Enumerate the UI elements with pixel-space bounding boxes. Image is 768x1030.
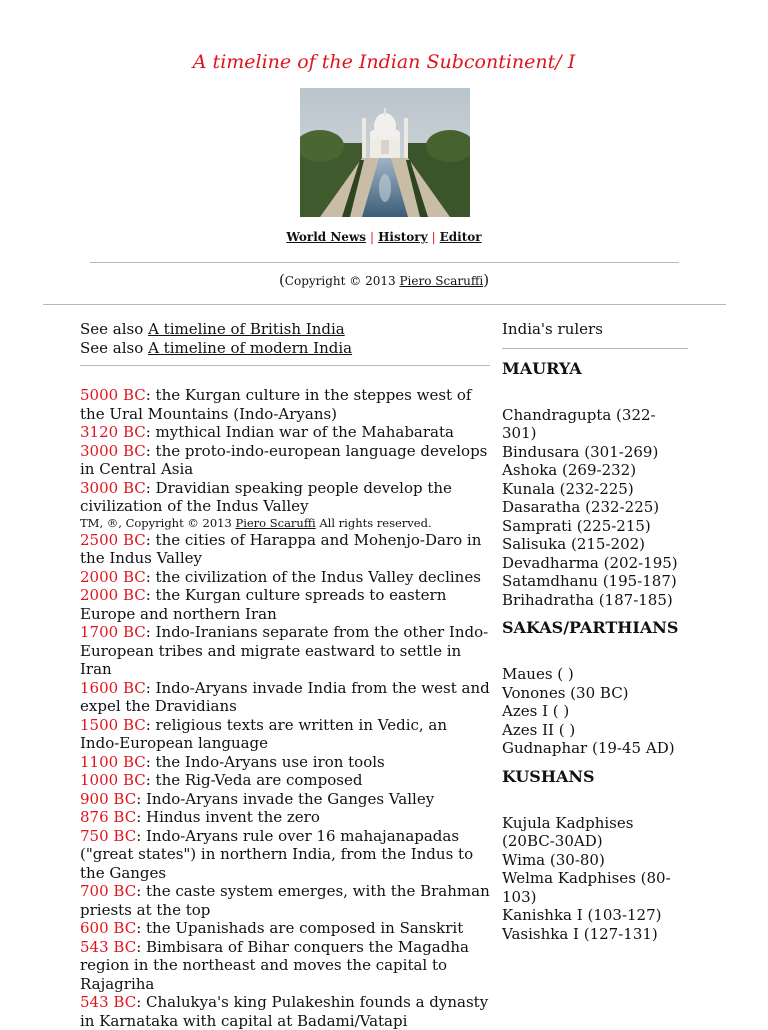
event-text: : the Kurgan culture in the steppes west of the Ural Mountains (Indo-Aryans) — [80, 386, 471, 423]
event-year: 3120 BC — [80, 423, 146, 441]
event-text: : mythical Indian war of the Mahabarata — [146, 423, 454, 441]
event-text: : Dravidian speaking people develop the civilization of the Indus Valley — [80, 479, 452, 516]
timeline-event — [80, 938, 490, 994]
event-year: 600 BC — [80, 919, 136, 937]
timeline-event — [80, 442, 490, 479]
event-year: 5000 BC — [80, 386, 146, 404]
timeline-events — [80, 386, 490, 516]
event-year: 1100 BC — [80, 753, 146, 771]
event-text: : Indo-Aryans rule over 16 mahajanapadas ("great states") in northern India, from the Indus to the Ganges — [80, 827, 473, 882]
event-text: : the caste system emerges, with the Brahman priests at the top — [80, 882, 490, 919]
event-year: 1700 BC — [80, 623, 146, 641]
event-text: : the civilization of the Indus Valley declines — [146, 568, 481, 586]
dynasty-heading: KUSHANS — [502, 767, 690, 787]
nav-editor-link[interactable]: Editor — [440, 230, 482, 244]
event-year: 543 BC — [80, 993, 136, 1011]
divider — [90, 262, 679, 263]
event-year: 3000 BC — [80, 479, 146, 497]
timeline-event — [80, 827, 490, 883]
event-year: 900 BC — [80, 790, 136, 808]
timeline-column — [80, 320, 490, 1030]
copyright-author-link[interactable]: Piero Scaruffi — [399, 274, 483, 288]
ruler-item: Maues ( ) — [502, 665, 690, 684]
timeline-event — [80, 882, 490, 919]
timeline-events — [80, 531, 490, 1030]
ruler-item: Salisuka (215-202) — [502, 535, 690, 554]
page-title: A timeline of the Indian Subcontinent/ I — [0, 50, 768, 74]
ruler-item: Vonones (30 BC) — [502, 684, 690, 703]
trademark-notice — [80, 516, 490, 531]
event-text: : Indo-Aryans invade India from the west and expel the Dravidians — [80, 679, 490, 716]
event-text: : the Indo-Aryans use iron tools — [146, 753, 385, 771]
trademark-suffix: All rights reserved. — [319, 516, 431, 530]
ruler-item: Azes II ( ) — [502, 721, 690, 740]
event-year: 1000 BC — [80, 771, 146, 789]
timeline-event — [80, 568, 490, 587]
see-also-line — [80, 339, 490, 358]
nav-separator: | — [432, 230, 436, 244]
dynasty-list — [502, 359, 690, 944]
ruler-item: Ashoka (269-232) — [502, 461, 690, 480]
timeline-event — [80, 386, 490, 423]
ruler-item: Chandragupta (322-301) — [502, 406, 690, 443]
event-text: : the Upanishads are composed in Sanskrit — [136, 919, 463, 937]
ruler-item: Devadharma (202-195) — [502, 554, 690, 573]
nav-history-link[interactable]: History — [378, 230, 428, 244]
ruler-item: Kanishka I (103-127) — [502, 906, 690, 925]
event-year: 2500 BC — [80, 531, 146, 549]
event-text: : Bimbisara of Bihar conquers the Magadha region in the northeast and moves the capital to Rajagriha — [80, 938, 469, 993]
ruler-item: Kujula Kadphises (20BC-30AD) — [502, 814, 690, 851]
event-year: 543 BC — [80, 938, 136, 956]
top-nav — [0, 230, 768, 244]
event-text: : religious texts are written in Vedic, an Indo-European language — [80, 716, 447, 753]
nav-separator: | — [370, 230, 374, 244]
ruler-item: Samprati (225-215) — [502, 517, 690, 536]
rulers-heading: India's rulers — [502, 320, 690, 339]
ruler-item: Brihadratha (187-185) — [502, 591, 690, 610]
timeline-event — [80, 808, 490, 827]
event-year: 1500 BC — [80, 716, 146, 734]
event-text: : Hindus invent the zero — [136, 808, 320, 826]
trademark-author-link[interactable]: Piero Scaruffi — [235, 516, 315, 530]
event-year: 2000 BC — [80, 568, 146, 586]
timeline-event — [80, 771, 490, 790]
modern-india-timeline-link[interactable]: A timeline of modern India — [148, 339, 352, 357]
copyright-text: Copyright © 2013 — [285, 274, 396, 288]
divider — [502, 348, 688, 349]
event-year: 2000 BC — [80, 586, 146, 604]
timeline-event — [80, 919, 490, 938]
taj-mahal-image — [300, 88, 470, 217]
event-text: : Indo-Aryans invade the Ganges Valley — [136, 790, 434, 808]
taj-mahal-photo — [300, 88, 470, 217]
ruler-item: Wima (30-80) — [502, 851, 690, 870]
divider — [80, 365, 490, 366]
nav-world-news-link[interactable]: World News — [286, 230, 366, 244]
timeline-event — [80, 679, 490, 716]
rulers-column — [502, 320, 690, 943]
timeline-event — [80, 623, 490, 679]
ruler-item: Dasaratha (232-225) — [502, 498, 690, 517]
timeline-event — [80, 716, 490, 753]
event-year: 3000 BC — [80, 442, 146, 460]
dynasty-heading: SAKAS/PARTHIANS — [502, 618, 690, 638]
event-year: 876 BC — [80, 808, 136, 826]
timeline-event — [80, 790, 490, 809]
see-also-prefix: See also — [80, 339, 143, 357]
timeline-event — [80, 586, 490, 623]
event-text: : Chalukya's king Pulakeshin founds a dynasty in Karnataka with capital at Badami/Vatapi — [80, 993, 488, 1030]
ruler-item: Azes I ( ) — [502, 702, 690, 721]
event-year: 700 BC — [80, 882, 136, 900]
timeline-event — [80, 423, 490, 442]
ruler-item: Gudnaphar (19-45 AD) — [502, 739, 690, 758]
see-also-line — [80, 320, 490, 339]
event-text: : Indo-Iranians separate from the other Indo-European tribes and migrate eastward to settle in Iran — [80, 623, 488, 678]
timeline-event — [80, 993, 490, 1030]
ruler-item: Bindusara (301-269) — [502, 443, 690, 462]
ruler-item: Satamdhanu (195-187) — [502, 572, 690, 591]
ruler-item: Welma Kadphises (80-103) — [502, 869, 690, 906]
british-india-timeline-link[interactable]: A timeline of British India — [148, 320, 345, 338]
see-also-prefix: See also — [80, 320, 143, 338]
event-text: : the proto-indo-european language develops in Central Asia — [80, 442, 487, 479]
copyright-line: (Copyright © 2013 Piero Scaruffi) — [0, 271, 768, 289]
timeline-event — [80, 531, 490, 568]
event-text: : the cities of Harappa and Mohenjo-Daro in the Indus Valley — [80, 531, 481, 568]
divider — [43, 304, 726, 305]
dynasty-heading: MAURYA — [502, 359, 690, 379]
ruler-item: Kunala (232-225) — [502, 480, 690, 499]
event-text: : the Rig-Veda are composed — [146, 771, 363, 789]
event-year: 750 BC — [80, 827, 136, 845]
ruler-item: Vasishka I (127-131) — [502, 925, 690, 944]
event-text: : the Kurgan culture spreads to eastern Europe and northern Iran — [80, 586, 446, 623]
trademark-text: TM, ®, Copyright © 2013 — [80, 516, 232, 530]
event-year: 1600 BC — [80, 679, 146, 697]
timeline-event — [80, 479, 490, 516]
timeline-event — [80, 753, 490, 772]
